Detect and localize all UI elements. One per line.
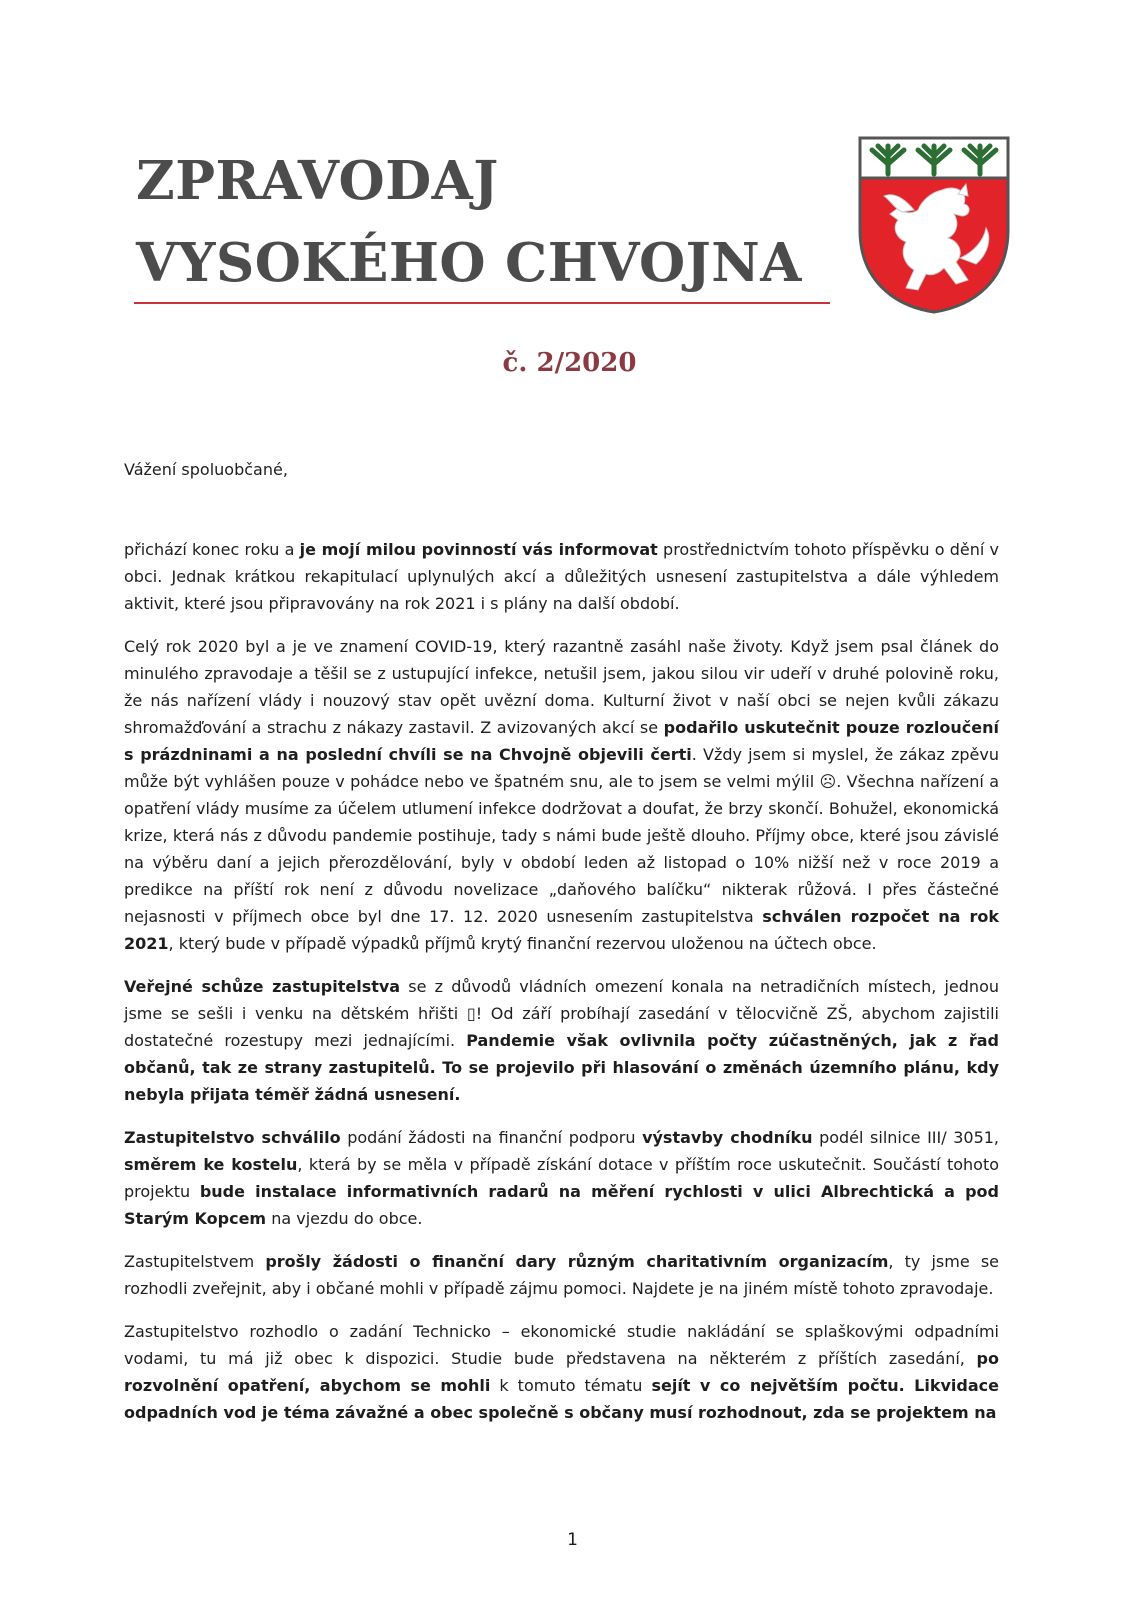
paragraph [124, 633, 999, 957]
bold-text: po rozvolnění opatření, abychom se mohli [124, 1349, 999, 1395]
text-run: , která by se měla v případě získání dotace v příštím roce uskutečnit. Součástí tohoto projektu [124, 1155, 999, 1201]
text-run: se z důvodů vládních omezení konala na netradičních místech, jednou jsme se sešli i venku na dětském hřišti ▯! Od září probíhají zasedání v tělocvičně ZŠ, abychom zajistili dostatečné rozestupy mezi jednajícími. [124, 977, 999, 1050]
bold-text: výstavby chodníku [642, 1128, 813, 1147]
paragraph [124, 973, 999, 1108]
newsletter-title [136, 140, 802, 304]
bold-text: Pandemie však ovlivnila počty zúčastněných, jak z řad občanů, tak ze strany zastupitelů. To se projevilo při hlasování o změnách územního plánu, kdy nebyla přijata téměř žádná usnesení. [124, 1031, 999, 1104]
text-run: podél silnice III/ 3051, [812, 1128, 1000, 1147]
bold-text: směrem ke kostelu [124, 1155, 298, 1174]
bold-text: Veřejné schůze zastupitelstva [124, 977, 401, 996]
issue-number: č. 2/2020 [502, 348, 637, 378]
page-number: 1 [567, 1530, 578, 1550]
text-run: k tomuto tématu [490, 1376, 652, 1395]
text-run: přichází konec roku a [124, 540, 300, 559]
paragraph [124, 1318, 999, 1426]
greeting: Vážení spoluobčané, [124, 460, 288, 479]
title-line-2: VYSOKÉHO CHVOJNA [136, 232, 802, 294]
title-underline [134, 302, 830, 304]
bold-text: Zastupitelstvo schválilo [124, 1128, 341, 1147]
bold-text: podařilo uskutečnit pouze rozloučení s prázdninami a na poslední chvíli se na Chvojně objevili čerti [124, 718, 1000, 764]
text-run: Zastupitelstvem [124, 1252, 266, 1271]
bold-text: bude instalace informativních radarů na měření rychlosti v ulici Albrechtická a pod Starým Kopcem [124, 1182, 1000, 1228]
text-run: . Vždy jsem si myslel, že zákaz zpěvu může být vyhlášen pouze v pohádce nebo ve špatném snu, ale to jsem se velmi mýlil ☹. Všechna nařízení a opatření vlády musíme za účelem utlumení infekce dodržovat a doufat, že brzy skončí. Bohužel, ekonomická krize, která nás z důvodu pandemie postihuje, tady s námi bude ještě dlouho. Příjmy obce, které jsou závislé na výběru daní a jejich přerozdělování, byly v období leden až listopad o 10% nižší než v roce 2019 a predikce na příští rok není z důvodu novelizace „daňového balíčku“ nikterak růžová. I přes částečné nejasnosti v příjmech obce byl dne 17. 12. 2020 usnesením zastupitelstva [124, 745, 1000, 926]
text-run: prostřednictvím tohoto příspěvku o dění v obci. Jednak krátkou rekapitulací uplynulých akcí a důležitých usnesení zastupitelstva a dále výhledem aktivit, které jsou připravovány na rok 2021 i s plány na další období. [124, 540, 1000, 613]
bold-text: schválen rozpočet na rok 2021 [124, 907, 999, 953]
coat-of-arms-lion-icon [856, 134, 1012, 316]
paragraph [124, 1248, 999, 1302]
text-run: Celý rok 2020 byl a je ve znamení COVID-19, který razantně zasáhl naše životy. Když jsem psal článek do minulého zpravodaje a těšil se z ustupující infekce, netušil jsem, jakou silou vir udeří v druhé polovině roku, že nás nařízení vlády i nouzový stav opět uvězní doma. Kulturní život v naší obci se nejen kvůli zákazu shromažďování a strachu z nákazy zastavil. Z avizovaných akcí se [124, 637, 999, 737]
text-run: Zastupitelstvo rozhodlo o zadání Technicko – ekonomické studie nakládání se splaškovými odpadními vodami, tu má již obec k dispozici. Studie bude představena na některém z příštích zasedání, [124, 1322, 999, 1368]
bold-text: je mojí milou povinností vás informovat [299, 540, 658, 559]
bold-text: sejít v co největším počtu. Likvidace odpadních vod je téma závažné a obec společně s občany musí rozhodnout, zda se projektem na [124, 1376, 1000, 1422]
text-run: podání žádosti na finanční podporu [340, 1128, 643, 1147]
text-run: , ty jsme se rozhodli zveřejnit, aby i občané mohli v případě zájmu pomoci. Najdete je na jiném místě tohoto zpravodaje. [124, 1252, 1000, 1298]
paragraph [124, 1124, 999, 1232]
letter-body [124, 456, 999, 1442]
paragraph [124, 536, 999, 617]
title-line-1: ZPRAVODAJ [136, 150, 499, 212]
text-run: , který bude v případě výpadků příjmů krytý finanční rezervou uloženou na účtech obce. [168, 934, 877, 953]
bold-text: prošly žádosti o finanční dary různým charitativním organizacím [265, 1252, 889, 1271]
text-run: na vjezdu do obce. [266, 1209, 423, 1228]
